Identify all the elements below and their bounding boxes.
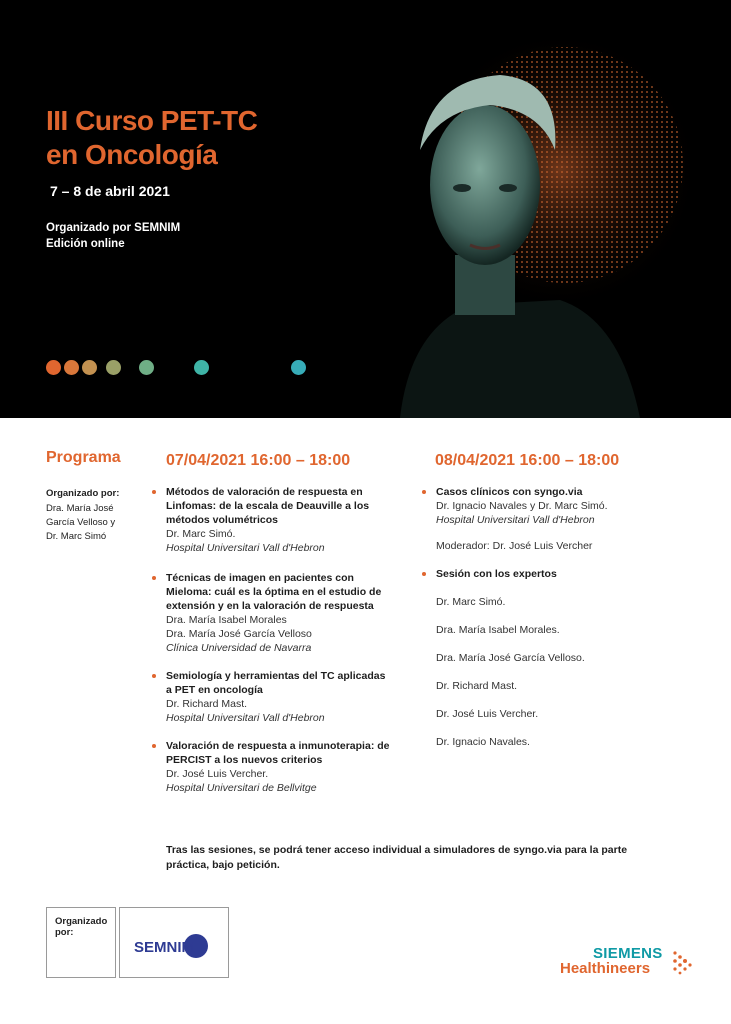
hero-banner [0, 0, 731, 418]
dot-5 [139, 360, 154, 375]
session-item [152, 669, 392, 725]
title-line-2: en Oncología [46, 139, 218, 170]
session-item [152, 485, 392, 555]
healthineers-wordmark: Healthineers [560, 960, 651, 977]
expert-name: Dr. Ignacio Navales. [436, 736, 530, 748]
expert-name: Dr. José Luis Vercher. [436, 708, 539, 720]
healthineers-dots-icon [671, 950, 693, 976]
expert-name: Dr. Marc Simó. [436, 596, 506, 608]
organizer-box-label: Organizado por: [55, 916, 108, 938]
program-title: Programa [46, 449, 121, 466]
session-item [152, 571, 392, 655]
session-speaker: Dr. Marc Simó. [166, 528, 236, 540]
moderator: Moderador: Dr. José Luis Vercher [436, 540, 593, 552]
semnim-logo [134, 932, 214, 960]
experts-item [422, 567, 662, 581]
course-title [46, 104, 257, 172]
day1-sessions [152, 485, 392, 805]
program-organized-label: Organizado por: [46, 488, 120, 499]
siemens-wordmark: SIEMENS [593, 945, 663, 962]
semnim-logo-box [119, 907, 229, 978]
hero-portrait-image [0, 0, 731, 418]
session-title: Técnicas de imagen en pacientes con Mieloma: cuál es la óptima en el estudio de extensión y en la valoración de respuesta [166, 572, 382, 612]
dot-3 [82, 360, 97, 375]
organizer-block [46, 220, 180, 252]
expert-name: Dra. María Isabel Morales. [436, 624, 560, 636]
day2-heading: 08/04/2021 16:00 – 18:00 [435, 452, 620, 469]
dot-2 [64, 360, 79, 375]
bullet-icon [152, 490, 156, 494]
dot-1 [46, 360, 61, 375]
title-line-1: III Curso PET-TC [46, 105, 258, 136]
session-hospital: Clínica Universidad de Navarra [166, 642, 312, 654]
program-organizers: Dra. María José García Velloso y Dr. Marc Simó [46, 503, 116, 542]
dot-6 [194, 360, 209, 375]
session-item [152, 739, 392, 795]
expert-name: Dra. María José García Velloso. [436, 652, 585, 664]
session-title: Semiología y herramientas del TC aplicadas a PET en oncología [166, 670, 386, 696]
access-note: Tras las sesiones, se podrá tener acceso individual a simuladores de syngo.via para la parte práctica, bajo petición. [166, 844, 628, 871]
edition-line: Edición online [46, 238, 125, 250]
session-hospital: Hospital Universitari Vall d'Hebron [166, 712, 325, 724]
session-hospital: Hospital Universitari Vall d'Hebron [166, 542, 325, 554]
bullet-icon [152, 576, 156, 580]
day2-sessions [422, 485, 662, 749]
semnim-logo-text: SEMNIM [134, 939, 194, 956]
session-speaker: Dra. María Isabel Morales [166, 614, 287, 626]
session-hospital: Hospital Universitari de Bellvitge [166, 782, 317, 794]
experts-title: Sesión con los expertos [436, 568, 557, 580]
session-speaker: Dr. Ignacio Navales y Dr. Marc Simó. [436, 500, 608, 512]
bullet-icon [422, 490, 426, 494]
session-title: Casos clínicos con syngo.via [436, 486, 583, 498]
session-title: Valoración de respuesta a inmunoterapia: de PERCIST a los nuevos criterios [166, 740, 390, 766]
course-dates: 7 – 8 de abril 2021 [50, 183, 170, 199]
session-speaker: Dra. María José García Velloso [166, 628, 312, 640]
session-title: Métodos de valoración de respuesta en Linfomas: de la escala de Deauville a los métodos volumétricos [166, 486, 370, 526]
session-speaker: Dr. Richard Mast. [166, 698, 248, 710]
session-speaker: Dr. José Luis Vercher. [166, 768, 269, 780]
expert-name: Dr. Richard Mast. [436, 680, 518, 692]
bullet-icon [152, 674, 156, 678]
bullet-icon [422, 572, 426, 576]
organizer-box [46, 907, 116, 978]
dot-7 [291, 360, 306, 375]
bullet-icon [152, 744, 156, 748]
dot-4 [106, 360, 121, 375]
session-hospital: Hospital Universitari Vall d'Hebron [436, 514, 595, 526]
organizer-line: Organizado por SEMNIM [46, 222, 181, 234]
session-item [422, 485, 662, 527]
day1-heading: 07/04/2021 16:00 – 18:00 [166, 452, 351, 469]
